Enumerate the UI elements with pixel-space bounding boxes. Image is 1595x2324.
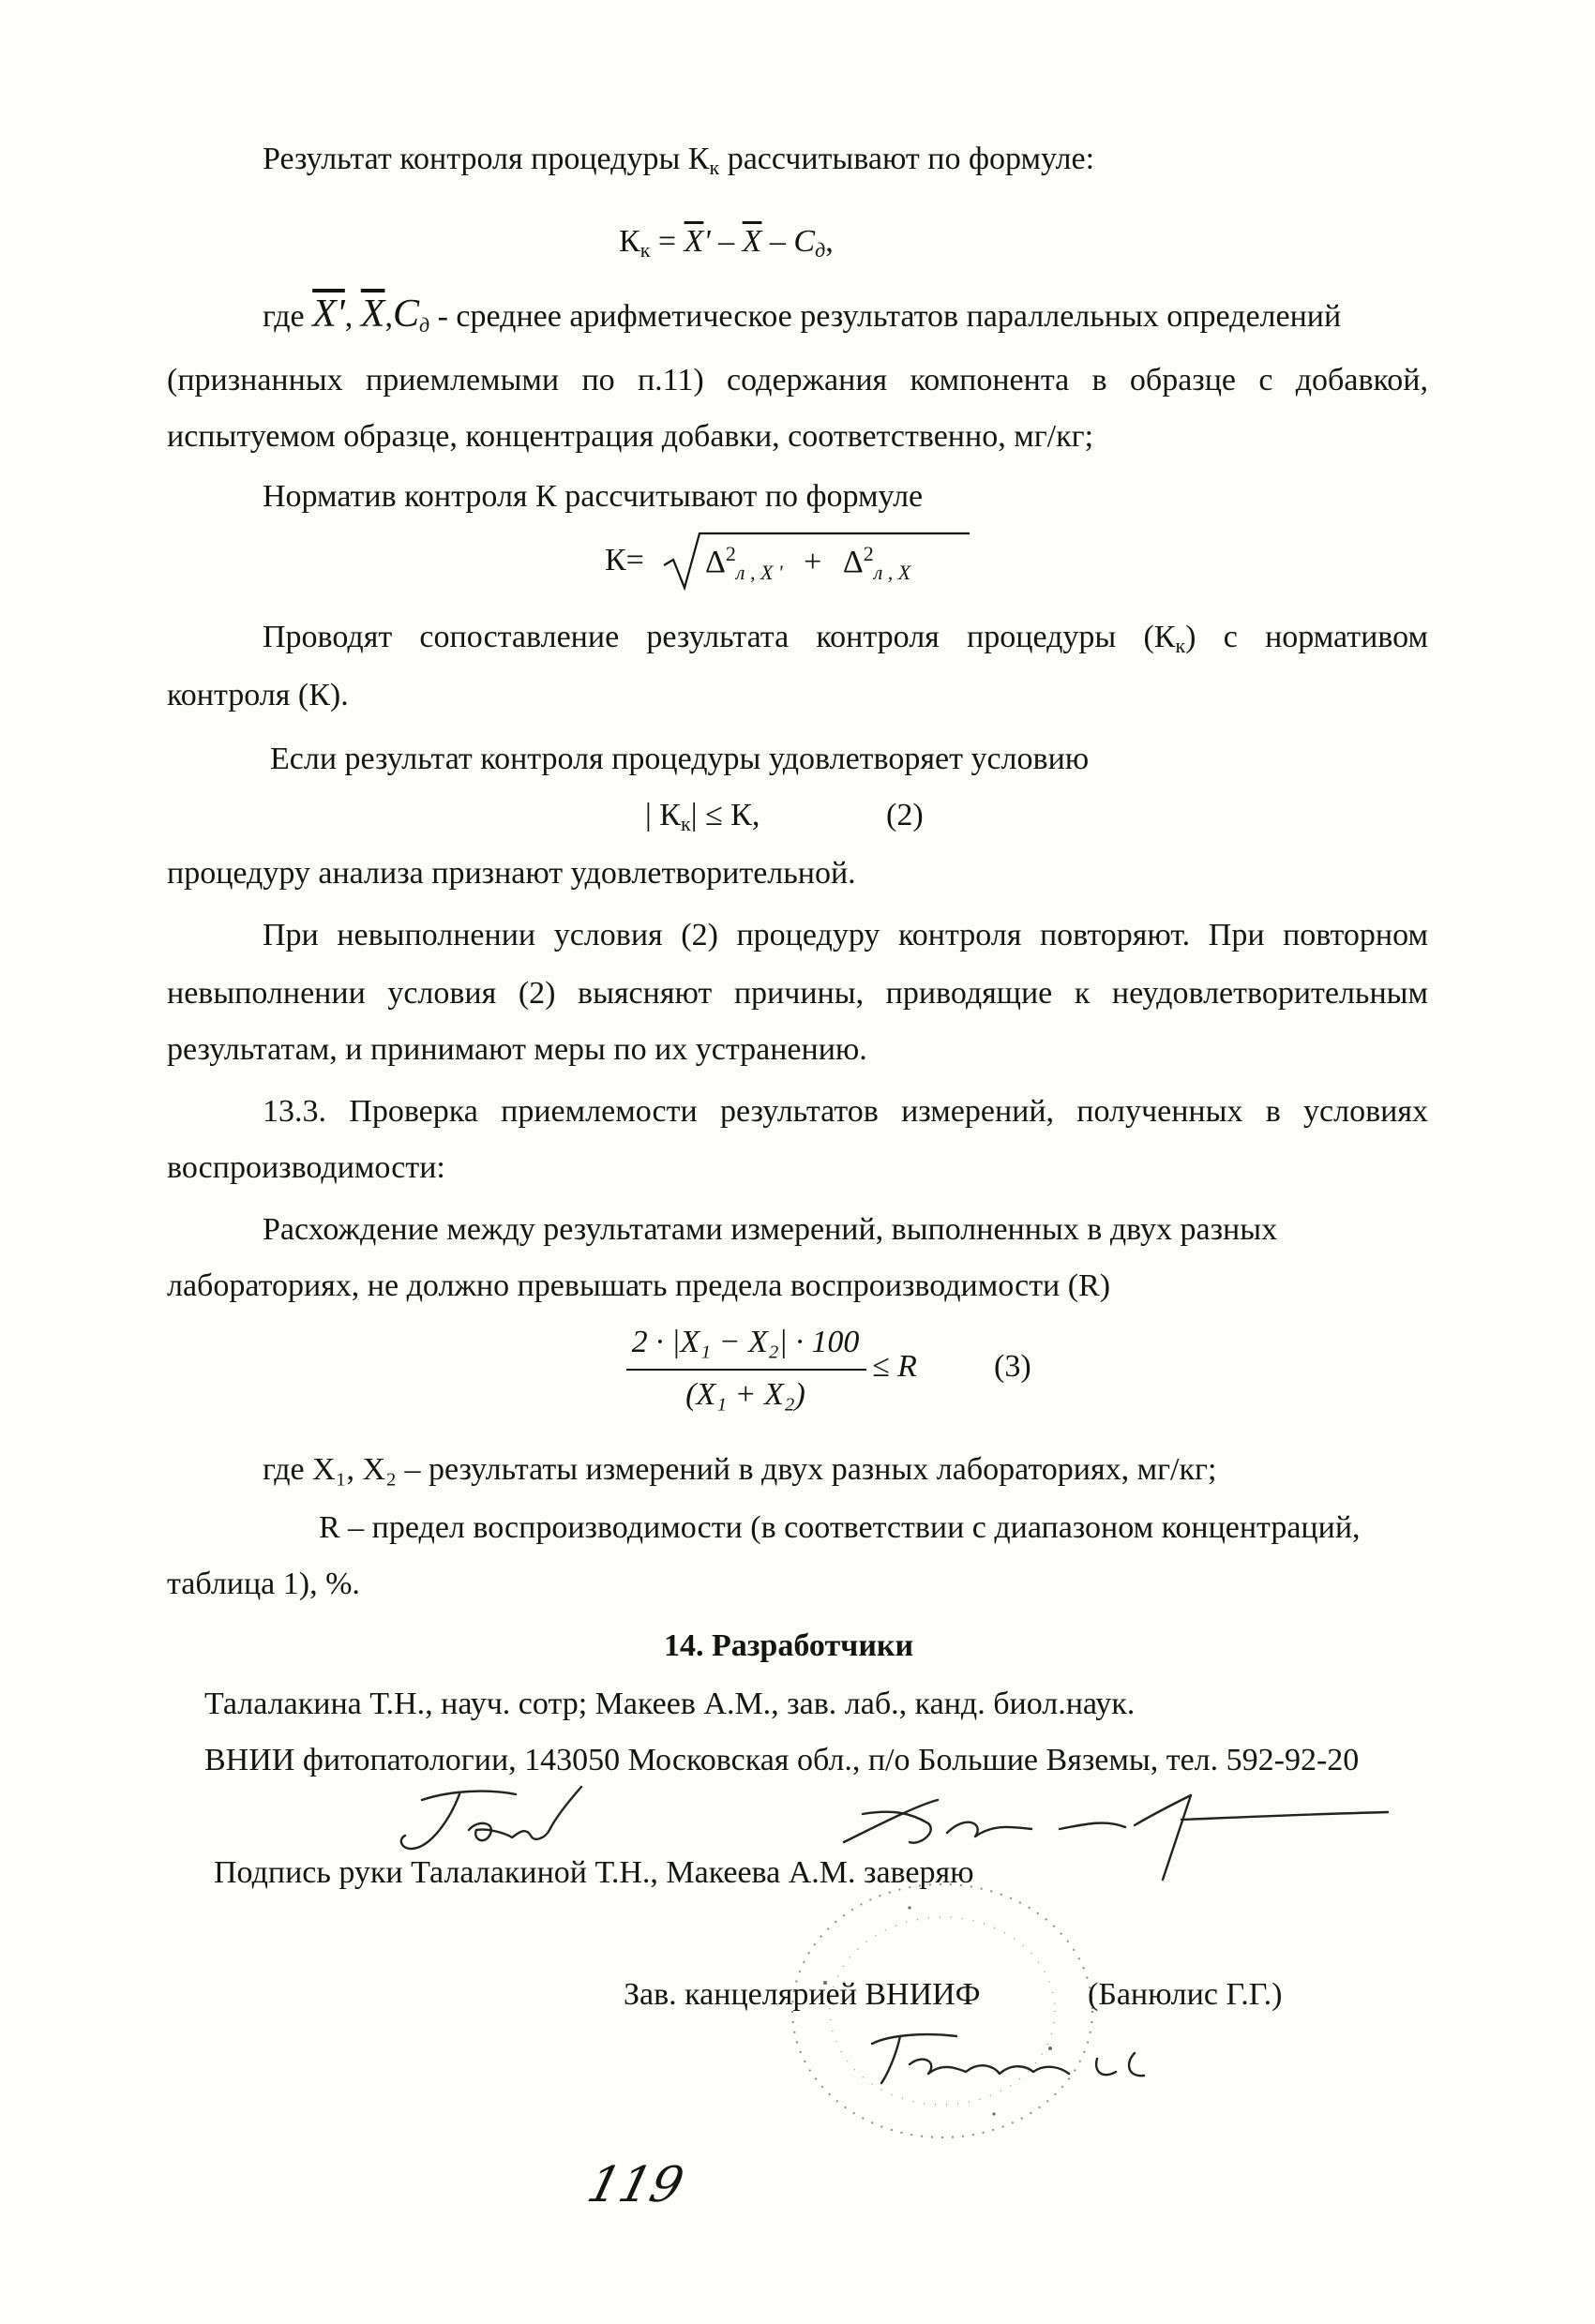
paragraph-reproducibility-line2: таблица 1), %. bbox=[167, 1567, 360, 1601]
paragraph-satisfactory: процедуру анализа признают удовлетворительной. bbox=[167, 856, 856, 891]
fraction-bar bbox=[626, 1369, 866, 1371]
formula-fraction-number: (3) bbox=[994, 1349, 1031, 1384]
signature-banyulis bbox=[816, 2025, 1191, 2100]
signature-certification: Подпись руки Талалакиной Т.Н., Макеева А.М. заверяю bbox=[214, 1855, 974, 1890]
paragraph-compare-line1: Проводят сопоставление результата контроля процедуры $(К_к)$ с нормативом bbox=[263, 620, 1428, 657]
formula-kk: $К_к = \overline{X}' - \overline{X} - C_д$, bbox=[619, 224, 834, 262]
paragraph-norm: Норматив контроля К рассчитывают по формуле bbox=[263, 479, 924, 514]
formula-fraction-relation: ≤ R bbox=[872, 1349, 917, 1384]
signature-talalakina bbox=[384, 1781, 628, 1866]
paragraph-divergence-line1: Расхождение между результатами измерений, выполненных в двух разных bbox=[263, 1212, 1278, 1247]
chancellery-title: Зав. канцелярией ВНИИФ bbox=[624, 1977, 981, 2012]
paragraph-repeat-line1: При невыполнении условия (2) процедуру контроля повторяют. При повторном bbox=[263, 918, 1428, 952]
paragraph-compare-line2: контроля (К). bbox=[167, 678, 349, 712]
developers-line2: ВНИИ фитопатологии, 143050 Московская обл., п/о Большие Вяземы, тел. 592-92-20 bbox=[204, 1743, 1360, 1777]
formula-k-lhs: К= bbox=[605, 543, 644, 577]
formula-k-radicand: $\Delta^2_{л , X '} + \Delta^2_{л , X}$ bbox=[705, 542, 911, 584]
paragraph-where-line2: (признанных приемлемыми по п.11) содержания компонента в образце с добавкой, bbox=[167, 363, 1428, 397]
paragraph-section-13-3-line1: 13.3. Проверка приемлемости результатов измерений, полученных в условиях bbox=[263, 1094, 1428, 1129]
paragraph-reproducibility-line1: R – предел воспроизводимости (в соответствии с диапазоном концентраций, bbox=[319, 1510, 1361, 1545]
formula-fraction-denominator: (X₁ + X₂) bbox=[685, 1377, 805, 1412]
formula-condition: | $К_к| \le К$, bbox=[645, 798, 760, 835]
paragraph-condition: Если результат контроля процедуры удовлетворяет условию bbox=[270, 742, 1090, 776]
developers-line1: Талалакина Т.Н., науч. сотр; Макеев А.М., зав. лаб., канд. биол.наук. bbox=[204, 1687, 1136, 1721]
page-number: 119 bbox=[581, 2157, 689, 2213]
section-title-developers: 14. Разработчики bbox=[664, 1628, 914, 1663]
paragraph-where-line3: испытуемом образце, концентрация добавки, соответственно, мг/кг; bbox=[167, 419, 1094, 454]
paragraph-repeat-line3: результатам, и принимают меры по их устранению. bbox=[167, 1032, 867, 1067]
paragraph-repeat-line2: невыполнении условия (2) выясняют причины, приводящие к неудовлетворительным bbox=[167, 976, 1428, 1011]
formula-fraction-numerator: 2 · |X₁ − X₂| · 100 bbox=[631, 1325, 860, 1359]
paragraph-where-line1: где X', $\overline{X},C_д$ - среднее арифметическое результатов параллельных определений bbox=[263, 292, 1342, 337]
stamp-mark bbox=[769, 1870, 1116, 2161]
paragraph-intro: Результат контроля процедуры $К_к$ рассчитывают по формуле: bbox=[263, 142, 1095, 179]
paragraph-section-13-3-line2: воспроизводимости: bbox=[167, 1150, 445, 1185]
paragraph-divergence-line2: лабораториях, не должно превышать предела воспроизводимости (R) bbox=[167, 1268, 1111, 1303]
chancellery-name: (Банюлис Г.Г.) bbox=[1088, 1977, 1283, 2012]
formula-condition-number: (2) bbox=[886, 798, 924, 832]
paragraph-x1-x2: где X₁, X₂ – результаты измерений в двух разных лабораториях, мг/кг; bbox=[263, 1452, 1217, 1487]
